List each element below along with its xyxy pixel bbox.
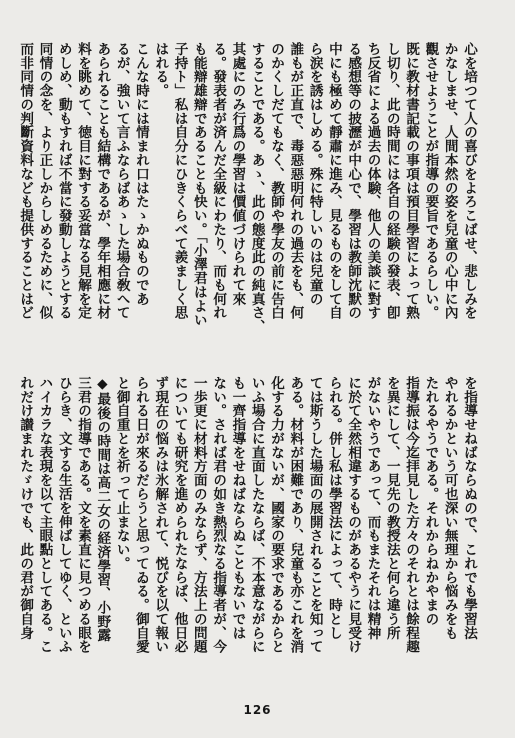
text-column: も一齊指導をせねばならぬこともないでは [229,376,246,640]
text-column: 子持ト」私は自分にひきくらべて羨ましく思 [171,42,188,320]
text-column: ず現在の悩みは氷解されて、悦びを以て報い [152,376,169,654]
text-column: られる。併し私は學習法によって、時とし [325,376,342,640]
lower-text-block [17,376,478,688]
text-column: がないやうであって、而もまたそれは精神 [364,376,381,640]
text-column: かなしませ、人間本然の姿を兒童の心中に內 [441,42,458,320]
text-column: るが、強いて言ふならばあゝした場合敎へて [113,42,130,320]
upper-text-block [17,42,478,337]
text-column: いふ場合に直面したならば、不本意ながらに [248,376,265,654]
text-column: こんな時には情まれ口はたゝかぬものであ [132,42,149,306]
text-column: 而非同情の判斷資料なども提供することはど [17,42,34,320]
text-column: ない。されば君の如き熱烈なる指導者が、今 [210,376,227,654]
text-column: 誰もが正直で、毒惡惡明何れの過去をも、何 [287,42,304,320]
text-column: を異にして、一見先の教授法と何ら違う所 [383,376,400,640]
text-column: やれるかという可也深い無理から悩みをも [441,376,458,640]
text-column: る。發表者が済んだ全級にわたり、而も何れ [210,42,227,320]
text-column: 一歩更に材料方面のみならず、方法上の問題 [190,376,207,654]
text-column: 化する力がないが、國家の要求であるからと [268,376,285,654]
text-column: 中にも極めて靜肅に進み、見るものをして自 [325,42,342,320]
text-column: れだけ讃まれたゞけでも、此の君が御自身 [17,376,34,640]
text-column: ハイカラな表現を以て主眼點としてある。こ [36,376,53,654]
text-column: めしめ、動もすれば不當に發動しようとする [55,42,72,320]
text-column: を指導せねばならぬので、これでも學習法 [461,376,477,640]
text-column: 既に教材書記載の事項は預目學習によって熟 [403,42,420,320]
text-column: あられることも結構であるが、學年相應に材 [94,42,111,320]
text-column: ひらき、文する生活を伸ばしてゆく、といふ [55,376,72,654]
text-column: 心を培つて人の喜びをよろこばせ、悲しみを [461,42,477,320]
text-column: 同情の念を、より正しからしめるために、似 [36,42,53,320]
text-column: することである。あゝ、此の態度此の純真さ、 [248,42,265,334]
text-column: ある。材料が困難であり、兒童も亦これを消 [287,376,304,654]
text-column: 其處にのみ行爲の學習は價値づけられて來 [229,42,246,306]
text-column: ら涙を誘はしめる。殊に特しいのは兒童の [306,42,323,306]
text-column: し切り、此の時間には各自の経験の發表、卽 [383,42,400,320]
text-column: のかくしだてもなく、教師や學友の前に告白 [268,42,285,320]
page-number: 126 [243,703,272,717]
text-column: に於て全然相違するものがあるやうに見受け [345,376,362,654]
text-column: ては斯うした場面の展開されることを知って [306,376,323,654]
text-column: 觀させようことが指導の要旨であるらしい。 [422,42,439,320]
text-column: はれる。 [152,42,169,98]
text-column: についても研究を進められたならば、他日必 [171,376,188,654]
text-column: る感想等の披瀝が中心で、學習は教師沈默の [345,42,362,320]
text-column: ち反省による過去の体験、他人の美談に對す [364,42,381,320]
text-column: ◆最後の時間は高二女の経済學習、小野露 [94,376,111,643]
text-column: と御自重とを祈って止まない。 [113,376,130,571]
text-column: たれるやうである。それからねかやまの [422,376,439,626]
text-column: も能辯雄辯であることも快い。「小澤君はよい [190,42,207,327]
text-column: 三君の指導である。文を素直に見つめる眼を [75,376,92,654]
text-column: 指導振は今迄拝見した方々のそれとは餘程趣 [403,376,420,654]
text-column: 料を眺めて、徳目に對する妥當なる見解を定 [75,42,92,320]
text-column: られる日が來るだらうと思ってゐる。御自愛 [132,376,149,654]
